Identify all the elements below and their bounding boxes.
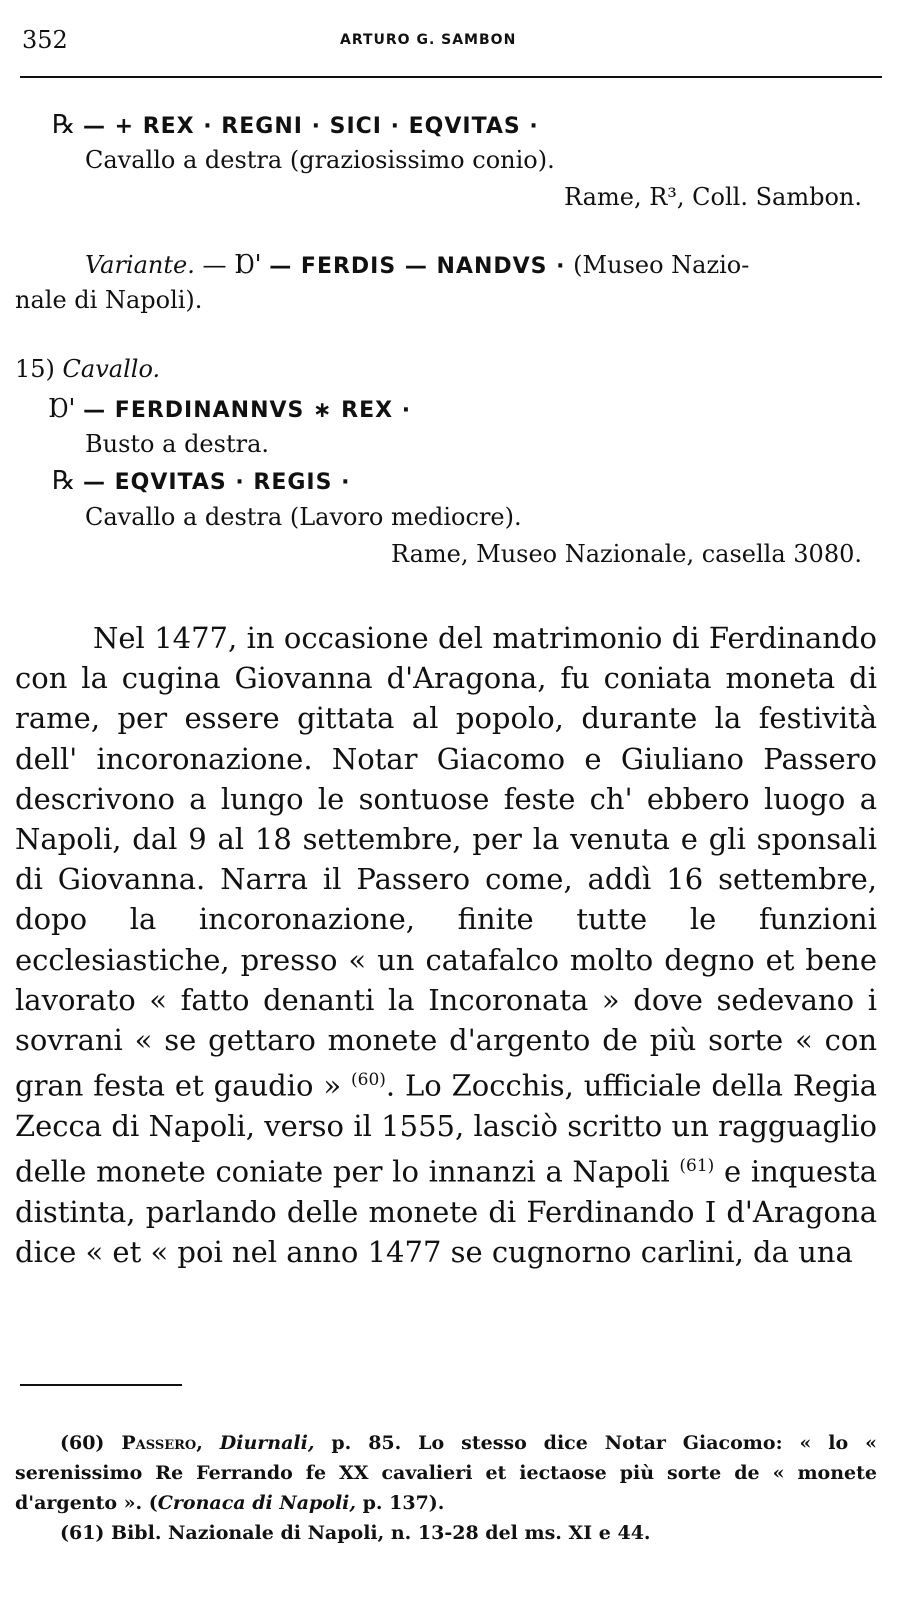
entry-title: Cavallo. <box>62 355 161 383</box>
body-text-part3: e inquesta distinta, parlando delle monete di Ferdinando I d'Aragona dice « et « poi nel anno 1477 se cugnorno carlini, da una <box>15 1154 878 1270</box>
footnote-60-author: Passero, <box>121 1432 203 1454</box>
variant-dash: — <box>202 251 227 279</box>
variant-note-cont: nale di Napoli). <box>15 286 203 314</box>
entry-number: 15) <box>15 355 55 383</box>
entry-15-heading <box>15 355 160 383</box>
reverse-legend: — EQVITAS · REGIS · <box>82 470 351 495</box>
footnote-rule <box>20 1384 182 1386</box>
variant-line <box>85 250 749 280</box>
body-text-part2: . Lo Zocchis, ufficiale della Regia Zecca di Napoli, verso il 1555, lasciò scritto un ragguaglio delle monete coniate per lo innanzi a Napoli <box>15 1068 877 1189</box>
footnote-60-text: p. 85. Lo stesso dice Notar Giacomo: « lo « serenissimo Re Ferrando fe XX cavalieri et iectaose più sorte de « monete d'argento ». ( <box>15 1432 877 1514</box>
entry-15-obverse <box>48 394 411 424</box>
entry-15-obverse-desc: Busto a destra. <box>85 430 270 458</box>
footnote-60-work2: Cronaca di Napoli, <box>157 1492 357 1514</box>
header-rule <box>20 76 882 78</box>
footnote-60-work: Diurnali, <box>219 1432 315 1454</box>
entry-14-reverse-desc: Cavallo a destra (graziosissimo conio). <box>85 146 555 174</box>
footnote-61: (61) Bibl. Nazionale di Napoli, n. 13-28 del ms. XI e 44. <box>60 1522 651 1544</box>
running-head: ARTURO G. SAMBON <box>340 32 517 48</box>
reverse-legend: — + REX · REGNI · SICI · EQVITAS · <box>82 114 539 139</box>
variant-note: (Museo Nazio- <box>573 251 750 279</box>
body-text-part1: Nel 1477, in occasione del matrimonio di Ferdinando con la cugina Giovanna d'Aragona, fu coniata moneta di rame, per essere gittata al popolo, durante la festività dell' incoronazione. Notar Giacomo e Giuliano Passero descrivono a lungo le sontuose feste ch' ebbero luogo a Napoli, dal 9 al 18 settembre, per la venuta e gli sponsali di Giovanna. Narra il Passero come, addì 16 settembre, dopo la incoronazione, finite tutte le funzioni ecclesiastiche, presso « un catafalco molto degno et bene lavorato « fatto denanti la Incoronata » dove sedevano i sovrani « se gettaro monete d'argento de più sorte « con gran festa et gaudio » <box>15 621 877 1103</box>
footnote-ref-61[interactable]: (61) <box>679 1156 715 1177</box>
footnote-60-number: (60) <box>60 1432 105 1454</box>
entry-15-metal: Rame, Museo Nazionale, casella 3080. <box>390 540 862 568</box>
page-number: 352 <box>22 26 68 54</box>
footnotes <box>15 1428 877 1548</box>
reverse-symbol: ℞ <box>52 110 76 140</box>
variant-legend: — FERDIS — NANDVS · <box>269 254 566 279</box>
obverse-symbol: Ɒ' <box>234 250 262 280</box>
footnote-ref-60[interactable]: (60) <box>351 1070 386 1091</box>
variant-label: Variante. <box>85 251 195 279</box>
obverse-symbol: Ɒ' <box>48 394 76 424</box>
entry-14-metal: Rame, R³, Coll. Sambon. <box>564 183 862 211</box>
footnote-60-text2: p. 137). <box>356 1492 445 1514</box>
reverse-symbol: ℞ <box>52 466 76 496</box>
footnote-60 <box>15 1428 877 1518</box>
body-paragraph <box>15 618 877 1273</box>
entry-15-reverse <box>52 466 350 496</box>
obverse-legend: — FERDINANNVS ∗ REX · <box>83 398 412 423</box>
entry-14-reverse <box>52 110 539 140</box>
entry-15-reverse-desc: Cavallo a destra (Lavoro mediocre). <box>85 503 522 531</box>
